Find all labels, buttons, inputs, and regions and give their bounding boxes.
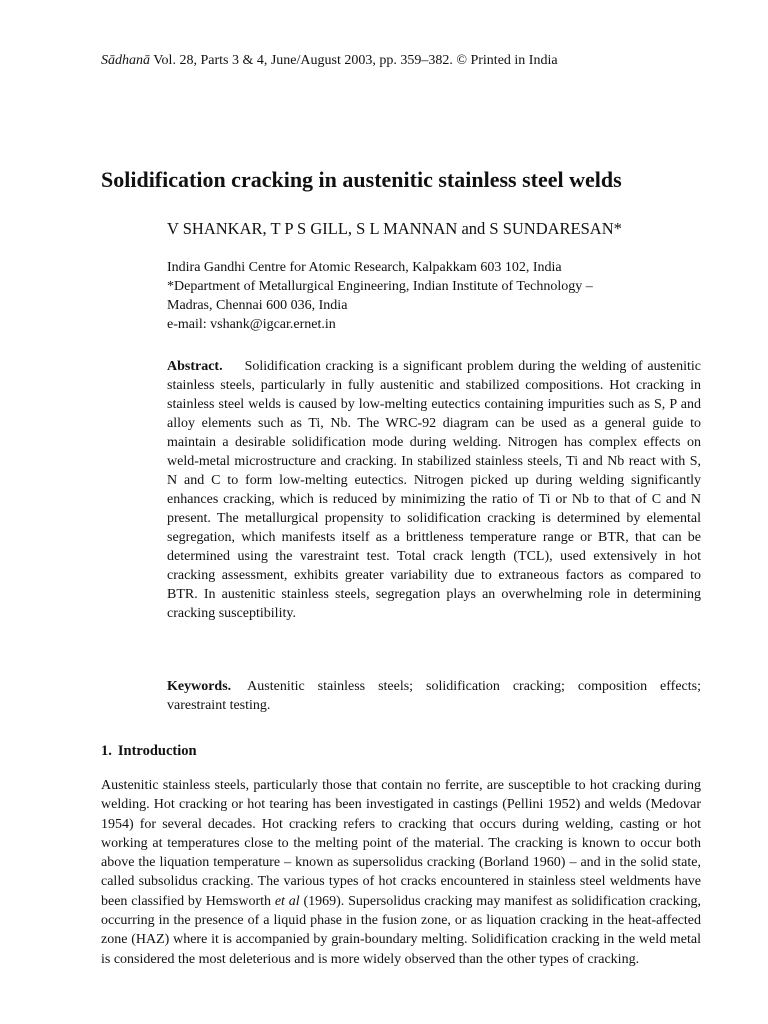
- paper-title: Solidification cracking in austenitic stainless steel welds: [101, 167, 622, 192]
- section-title: Introduction: [117, 743, 197, 759]
- paragraph-text: (1969). Supersolidus cracking may manifest as solidification cracking, occurring in the presence of a liquid phase in the fusion zone, or as liquation cracking in the heat-affected zone (HAZ) where it is accompanied by grain-boundary melting. Solidification cracking in the weld metal is considered the most deleterious and is more widely observed than the other types of cracking.: [101, 893, 701, 967]
- paragraph-italic: et al: [274, 893, 300, 909]
- paragraph-text: Austenitic stainless steels, particularly those that contain no ferrite, are susceptible to hot cracking during welding. Hot cracking or hot tearing has been investigated in castings (Pellini 1952) and welds (Medovar 1954) for several decades. Hot cracking refers to cracking that occurs during welding, casting or hot working at temperatures close to the melting point of the material. The cracking is known to occur both above the liquation temperature – known as supersolidus cracking (Borland 1960) – and in the solid state, called subsolidus cracking. The various types of hot cracks encountered in stainless steel weldments have been classified by Hemsworth: [101, 778, 701, 909]
- keywords-label: Keywords.: [167, 679, 232, 694]
- affiliation-line: Indira Gandhi Centre for Atomic Research, Kalpakkam 603 102, India: [167, 260, 562, 275]
- section-number: 1.: [101, 743, 112, 759]
- introduction-paragraph: [101, 776, 701, 969]
- abstract-text: Solidification cracking is a significant problem during the welding of austenitic stainless steels, particularly in fully austenitic and stabilized compositions. Hot cracking in stainless steel welds is caused by low-melting eutectics containing impurities such as S, P and alloy elements such as Ti, Nb. The WRC-92 diagram can be used as a general guide to maintain a desirable solidification mode during welding. Nitrogen has complex effects on weld-metal microstructure and cracking. In stabilized stainless steels, Ti and Nb react with S, N and C to form low-melting eutectics. Nitrogen picked up during welding significantly enhances cracking, which is reduced by minimizing the ratio of Ti or Nb to that of C and N present. The metallurgical propensity to solidification cracking is determined by elemental segregation, which manifests itself as a brittleness temperature range or BTR, that can be determined using the varestraint test. Total crack length (TCL), used extensively in hot cracking assessment, exhibits greater variability due to extraneous factors as compared to BTR. In austenitic stainless steels, segregation plays an overwhelming role in determining cracking susceptibility.: [167, 359, 701, 621]
- keywords: [167, 677, 701, 715]
- affiliation-line: *Department of Metallurgical Engineering, Indian Institute of Technology –: [167, 279, 593, 294]
- section-heading: [101, 742, 197, 761]
- journal-citation: Vol. 28, Parts 3 & 4, June/August 2003, pp. 359–382. © Printed in India: [150, 53, 558, 68]
- affiliations: [167, 258, 593, 334]
- abstract: [167, 357, 701, 623]
- abstract-label: Abstract.: [167, 359, 223, 374]
- journal-name: Sādhanā: [101, 53, 150, 68]
- keywords-text: Austenitic stainless steels; solidification cracking; composition effects; varestraint testing.: [167, 679, 701, 713]
- journal-header: [101, 52, 558, 70]
- paper-authors: V SHANKAR, T P S GILL, S L MANNAN and S SUNDARESAN*: [167, 219, 622, 238]
- affiliation-line: Madras, Chennai 600 036, India: [167, 298, 348, 313]
- author-email: e-mail: vshank@igcar.ernet.in: [167, 317, 336, 332]
